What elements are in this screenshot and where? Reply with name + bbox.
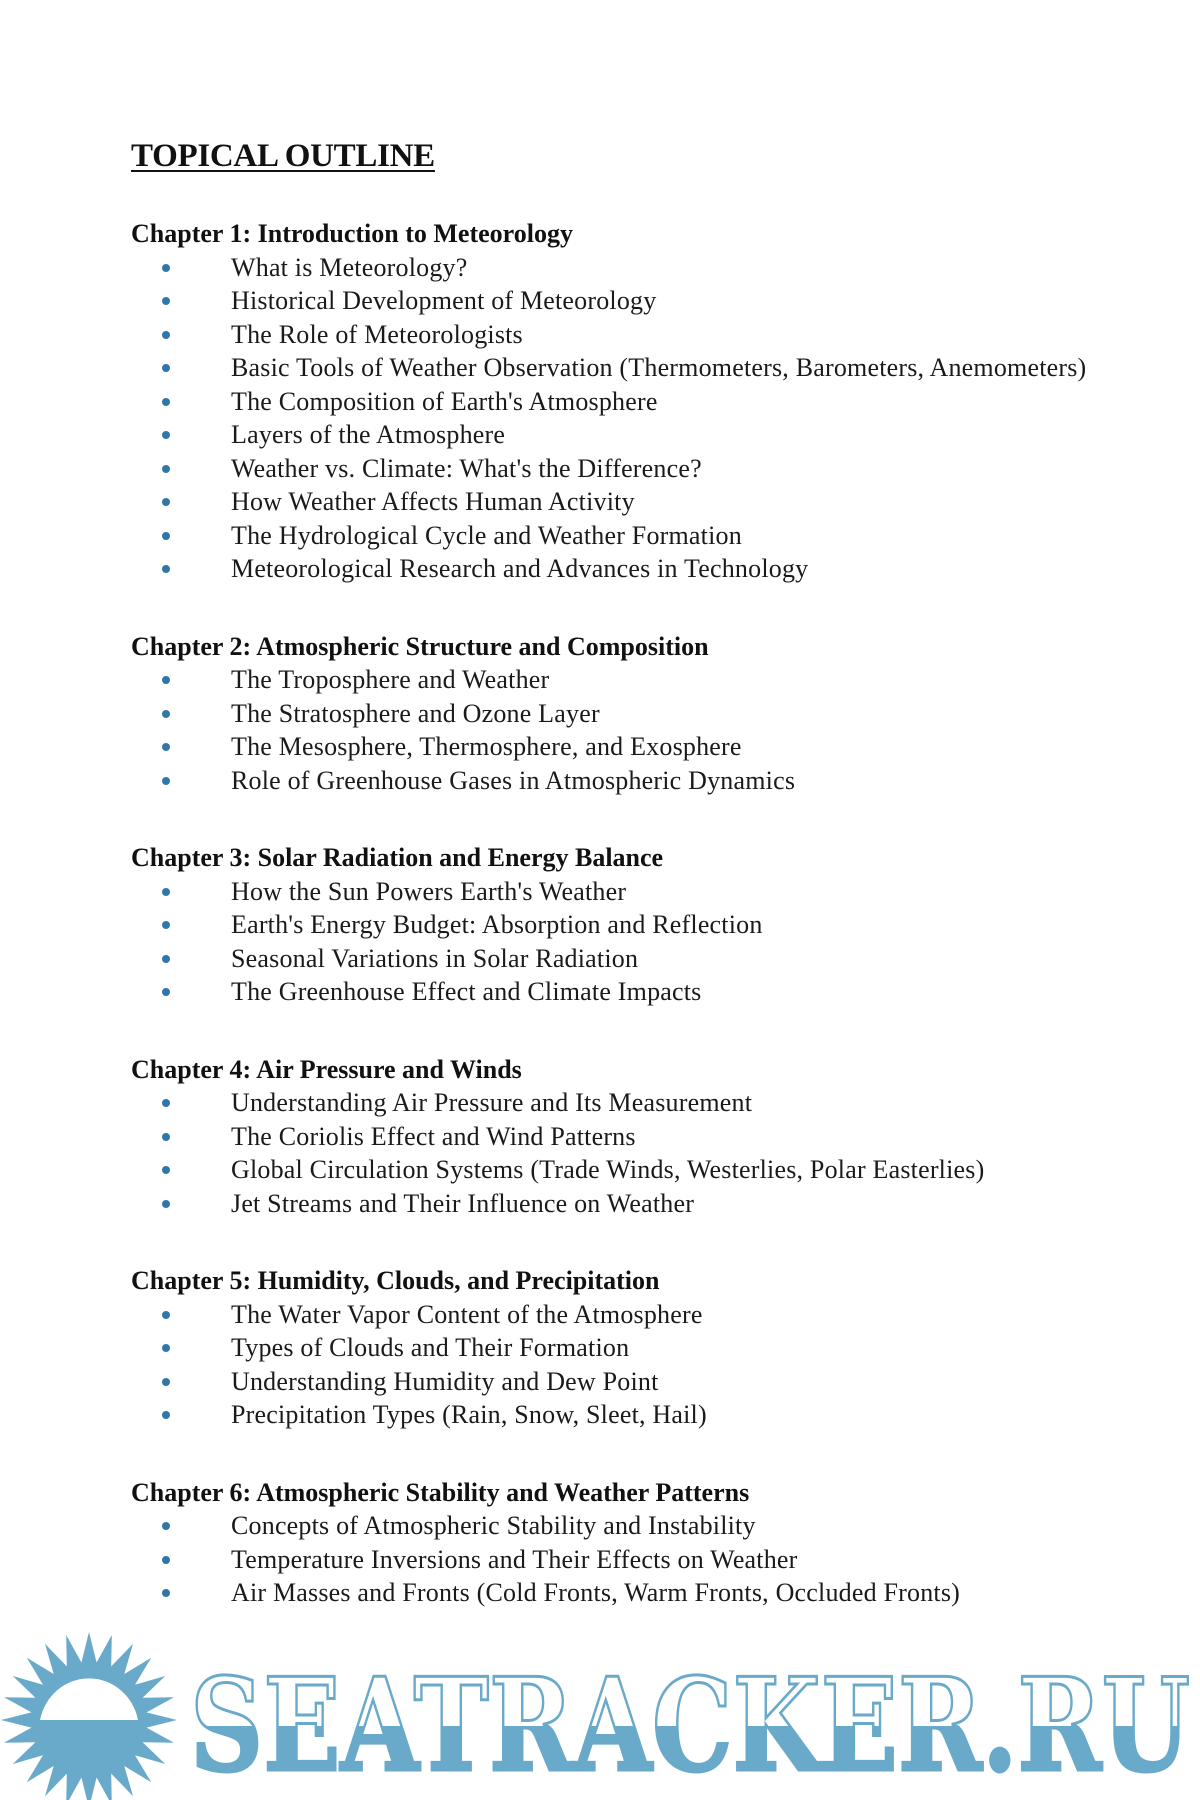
topic-list — [131, 1086, 1131, 1220]
list-item — [131, 351, 1131, 385]
list-item — [131, 908, 1131, 942]
bullet-icon — [162, 921, 170, 929]
bullet-icon — [162, 264, 170, 272]
bullet-icon — [162, 398, 170, 406]
topic-text: The Role of Meteorologists — [231, 319, 523, 349]
bullet-icon — [162, 988, 170, 996]
topic-text: The Stratosphere and Ozone Layer — [231, 698, 600, 728]
topic-text: The Composition of Earth's Atmosphere — [231, 386, 658, 416]
list-item — [131, 485, 1131, 519]
list-item — [131, 1543, 1131, 1577]
list-item — [131, 875, 1131, 909]
list-item — [131, 663, 1131, 697]
list-item — [131, 519, 1131, 553]
topic-text: The Mesosphere, Thermosphere, and Exosphere — [231, 732, 742, 761]
document-page — [131, 138, 1131, 1654]
topic-text: Layers of the Atmosphere — [231, 420, 506, 449]
bullet-icon — [162, 1099, 170, 1107]
list-item — [131, 730, 1131, 764]
topic-text: How Weather Affects Human Activity — [231, 487, 635, 516]
chapter-heading: Chapter 3: Solar Radiation and Energy Balance — [131, 843, 664, 872]
topic-text: Historical Development of Meteorology — [231, 286, 657, 315]
list-item — [131, 1509, 1131, 1543]
topic-list — [131, 663, 1131, 797]
topic-text: Meteorological Research and Advances in Technology — [231, 554, 809, 583]
topic-text: How the Sun Powers Earth's Weather — [231, 876, 627, 906]
topic-text: Seasonal Variations in Solar Radiation — [231, 943, 639, 973]
bullet-icon — [162, 1200, 170, 1208]
bullet-icon — [162, 676, 170, 684]
bullet-icon — [162, 297, 170, 305]
topic-text: Concepts of Atmospheric Stability and Instability — [231, 1511, 756, 1540]
topic-text: Precipitation Types (Rain, Snow, Sleet, Hail) — [231, 1400, 707, 1429]
chapter-section — [131, 1264, 1131, 1432]
list-item — [131, 764, 1131, 798]
topic-text: Global Circulation Systems (Trade Winds, Westerlies, Polar Easterlies) — [231, 1155, 985, 1184]
chapter-section — [131, 217, 1131, 586]
list-item — [131, 1365, 1131, 1399]
bullet-icon — [162, 431, 170, 439]
bullet-icon — [162, 1556, 170, 1564]
sun-logo-icon — [1, 1632, 177, 1800]
chapter-list — [131, 217, 1131, 1610]
chapter-section — [131, 630, 1131, 798]
bullet-icon — [162, 1311, 170, 1319]
bullet-icon — [162, 364, 170, 372]
topic-list — [131, 1509, 1131, 1610]
list-item — [131, 418, 1131, 452]
bullet-icon — [162, 331, 170, 339]
bullet-icon — [162, 465, 170, 473]
list-item — [131, 975, 1131, 1009]
topic-text: Types of Clouds and Their Formation — [231, 1333, 630, 1362]
topic-list — [131, 1298, 1131, 1432]
chapter-section — [131, 1476, 1131, 1610]
bullet-icon — [162, 1522, 170, 1530]
list-item — [131, 284, 1131, 318]
bullet-icon — [162, 565, 170, 573]
list-item — [131, 385, 1131, 419]
chapter-section — [131, 841, 1131, 1009]
list-item — [131, 1331, 1131, 1365]
topic-text: Earth's Energy Budget: Absorption and Reflection — [231, 910, 763, 939]
topic-text: The Troposphere and Weather — [231, 665, 550, 694]
topic-text: Role of Greenhouse Gases in Atmospheric Dynamics — [231, 765, 796, 795]
bullet-icon — [162, 1133, 170, 1141]
list-item — [131, 1120, 1131, 1154]
list-item — [131, 942, 1131, 976]
list-item — [131, 1398, 1131, 1432]
list-item — [131, 452, 1131, 486]
topic-text: Temperature Inversions and Their Effects on Weather — [231, 1544, 798, 1574]
list-item — [131, 1298, 1131, 1332]
bullet-icon — [162, 498, 170, 506]
seatracker-watermark — [0, 1630, 1200, 1800]
bullet-icon — [162, 1411, 170, 1419]
chapter-heading: Chapter 5: Humidity, Clouds, and Precipitation — [131, 1266, 660, 1295]
list-item — [131, 251, 1131, 285]
topic-text: What is Meteorology? — [231, 252, 468, 282]
chapter-section — [131, 1053, 1131, 1221]
topic-text: Understanding Air Pressure and Its Measurement — [231, 1088, 753, 1117]
bullet-icon — [162, 743, 170, 751]
topic-list — [131, 875, 1131, 1009]
bullet-icon — [162, 777, 170, 785]
list-item — [131, 1576, 1131, 1610]
watermark-text: SEATRACKER.RU — [190, 1651, 1190, 1800]
list-item — [131, 697, 1131, 731]
bullet-icon — [162, 955, 170, 963]
page-title: TOPICAL OUTLINE — [131, 138, 435, 174]
topic-text: The Water Vapor Content of the Atmosphere — [231, 1299, 703, 1329]
chapter-heading: Chapter 1: Introduction to Meteorology — [131, 219, 573, 248]
bullet-icon — [162, 532, 170, 540]
bullet-icon — [162, 888, 170, 896]
bullet-icon — [162, 1344, 170, 1352]
topic-text: The Greenhouse Effect and Climate Impacts — [231, 977, 702, 1006]
topic-text: Jet Streams and Their Influence on Weather — [231, 1188, 695, 1218]
chapter-heading: Chapter 2: Atmospheric Structure and Composition — [131, 631, 709, 661]
list-item — [131, 1153, 1131, 1187]
list-item — [131, 552, 1131, 586]
topic-text: Basic Tools of Weather Observation (Thermometers, Barometers, Anemometers) — [231, 353, 1087, 382]
list-item — [131, 318, 1131, 352]
bullet-icon — [162, 1589, 170, 1597]
chapter-heading: Chapter 4: Air Pressure and Winds — [131, 1054, 522, 1084]
list-item — [131, 1086, 1131, 1120]
chapter-heading: Chapter 6: Atmospheric Stability and Weather Patterns — [131, 1477, 750, 1507]
bullet-icon — [162, 710, 170, 718]
topic-text: Air Masses and Fronts (Cold Fronts, Warm Fronts, Occluded Fronts) — [231, 1578, 961, 1607]
topic-text: The Coriolis Effect and Wind Patterns — [231, 1121, 636, 1151]
topic-list — [131, 251, 1131, 586]
topic-text: Understanding Humidity and Dew Point — [231, 1366, 659, 1396]
list-item — [131, 1187, 1131, 1221]
bullet-icon — [162, 1166, 170, 1174]
bullet-icon — [162, 1378, 170, 1386]
topic-text: Weather vs. Climate: What's the Difference? — [231, 453, 702, 483]
topic-text: The Hydrological Cycle and Weather Formation — [231, 520, 742, 550]
